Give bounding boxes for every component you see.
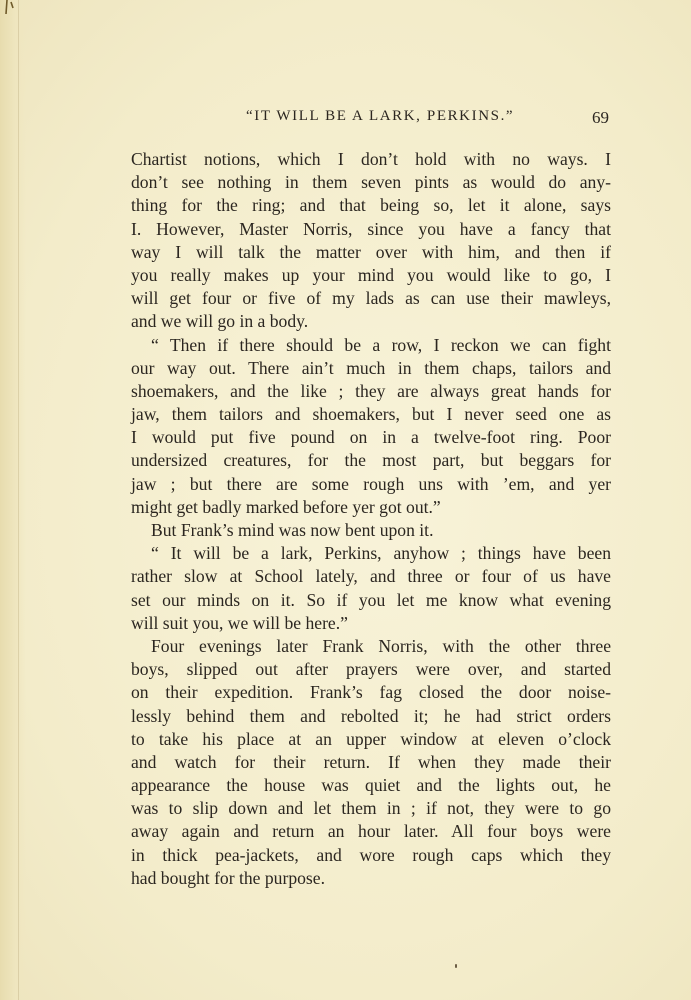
text-line: I. However, Master Norris, since you have a fancy that bbox=[131, 218, 611, 239]
page-header bbox=[131, 108, 611, 130]
text-line: will suit you, we will be here.” bbox=[131, 612, 348, 633]
text-line: “ Then if there should be a row, I reckon we can fight bbox=[151, 334, 611, 355]
text-line: But Frank’s mind was now bent upon it. bbox=[151, 520, 434, 540]
text-line: thing for the ring; and that being so, let it alone, says bbox=[131, 195, 611, 216]
text-line: jaw ; but there are some rough uns with ’em, and yer bbox=[131, 473, 611, 494]
running-head: “IT WILL BE A LARK, PERKINS.” bbox=[246, 108, 515, 124]
text-line: Four evenings later Frank Norris, with the other three bbox=[151, 635, 611, 656]
text-line: you really makes up your mind you would like to go, I bbox=[131, 264, 611, 285]
text-line: shoemakers, and the like ; they are always great hands for bbox=[131, 380, 611, 401]
text-line: had bought for the purpose. bbox=[131, 867, 325, 888]
text-line: on their expedition. Frank’s fag closed the door noise- bbox=[131, 682, 611, 703]
text-line: set our minds on it. So if you let me know what evening bbox=[131, 589, 611, 610]
body-text bbox=[131, 148, 611, 890]
binding-edge bbox=[0, 0, 26, 1000]
text-line: our way out. There ain’t much in them chaps, tailors and bbox=[131, 357, 611, 378]
text-line: jaw, them tailors and shoemakers, but I never seed one as bbox=[131, 404, 611, 425]
text-line: undersized creatures, for the most part, but beggars for bbox=[131, 450, 611, 471]
text-line: way I will talk the matter over with him, and then if bbox=[131, 241, 611, 262]
text-line: to take his place at an upper window at eleven o’clock bbox=[131, 728, 611, 749]
text-line: “ It will be a lark, Perkins, anyhow ; things have been bbox=[151, 543, 611, 564]
page-corner-mark bbox=[4, 0, 18, 20]
text-line: might get badly marked before yer got out.” bbox=[131, 496, 441, 517]
text-line: don’t see nothing in them seven pints as would do any- bbox=[131, 172, 611, 193]
text-line: appearance the house was quiet and the lights out, he bbox=[131, 775, 611, 796]
ink-speck bbox=[455, 964, 457, 968]
text-line: lessly behind them and rebolted it; he had strict orders bbox=[131, 705, 611, 726]
text-line: and watch for their return. If when they made their bbox=[131, 751, 611, 772]
text-line: in thick pea-jackets, and wore rough caps which they bbox=[131, 844, 611, 865]
text-line: will get four or five of my lads as can use their mawleys, bbox=[131, 288, 611, 309]
text-line: I would put five pound on in a twelve-foot ring. Poor bbox=[131, 427, 611, 448]
text-line: away again and return an hour later. All four boys were bbox=[131, 821, 611, 842]
binding-crease bbox=[18, 0, 19, 1000]
text-line: was to slip down and let them in ; if not, they were to go bbox=[131, 798, 611, 819]
text-line: and we will go in a body. bbox=[131, 311, 309, 332]
page-number: 69 bbox=[592, 108, 609, 127]
text-line: boys, slipped out after prayers were over, and started bbox=[131, 659, 611, 680]
text-line: rather slow at School lately, and three or four of us have bbox=[131, 566, 611, 587]
text-line: Chartist notions, which I don’t hold with no ways. I bbox=[131, 149, 611, 169]
